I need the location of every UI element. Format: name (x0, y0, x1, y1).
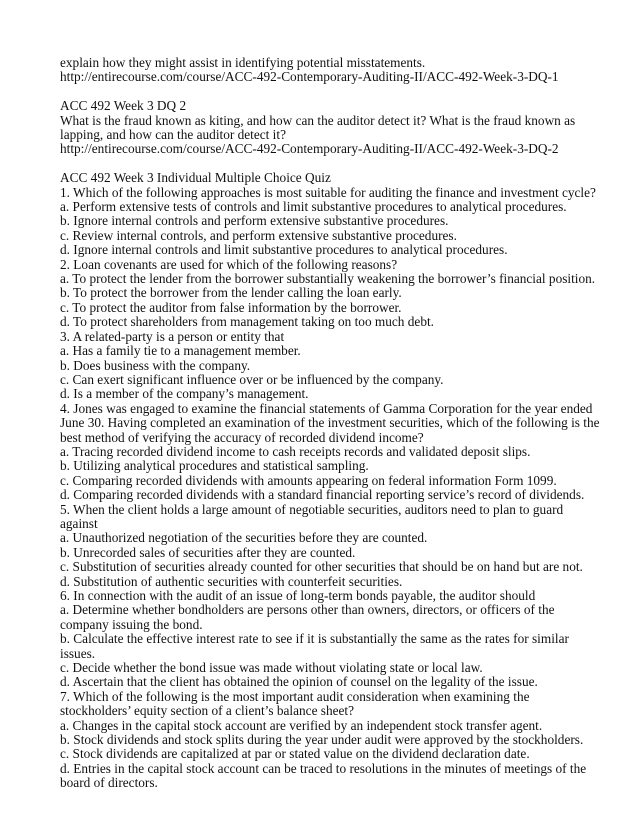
question: 5. When the client holds a large amount of negotiable securities, auditors need to plan to guard against (60, 501, 564, 531)
answer-option: b. Does business with the company. (60, 357, 251, 373)
answer-option: d. Is a member of the company’s management. (60, 386, 309, 402)
answer-option: a. To protect the lender from the borrower substantially weakening the borrower’s financial position. (60, 271, 596, 287)
text-line: explain how they might assist in identifying potential misstatements. (60, 55, 426, 70)
answer-option: a. Tracing recorded dividend income to cash receipts records and validated deposit slips. (60, 443, 531, 459)
answer-option: b. Stock dividends and stock splits during the year under audit were approved by the stockholders. (60, 732, 584, 748)
answer-option: b. Calculate the effective interest rate to see if it is substantially the same as the rates for similar issues. (60, 631, 569, 661)
section-heading: ACC 492 Week 3 Individual Multiple Choice Quiz (60, 170, 331, 186)
question: 4. Jones was engaged to examine the financial statements of Gamma Corporation for the year ended June 30. Having completed an examination of the investment securities, which of the following is the best method of verifying the accuracy of recorded dividend income? (60, 400, 600, 445)
question: 7. Which of the following is the most important audit consideration when examining the stockholders’ equity section of a client’s balance sheet? (60, 688, 530, 719)
question: 3. A related-party is a person or entity that (60, 328, 285, 344)
answer-option: d. To protect shareholders from management taking on too much debt. (60, 314, 434, 330)
answer-option: a. Changes in the capital stock account are verified by an independent stock transfer agent. (60, 717, 543, 733)
question: 2. Loan covenants are used for which of the following reasons? (60, 256, 398, 272)
answer-option: a. Determine whether bondholders are persons other than owners, directors, or officers of the company issuing the bond. (60, 602, 555, 632)
answer-option: a. Has a family tie to a management member. (60, 343, 301, 359)
answer-option: d. Comparing recorded dividends with a standard financial reporting service’s record of dividends. (60, 487, 585, 503)
document-page (60, 56, 600, 791)
answer-option: d. Substitution of authentic securities with counterfeit securities. (60, 573, 403, 589)
text-line: What is the fraud known as kiting, and how can the auditor detect it? What is the fraud known as lapping, and how can the auditor detect it? (60, 112, 576, 143)
answer-option: c. Review internal controls, and perform extensive substantive procedures. (60, 227, 457, 243)
answer-option: a. Unauthorized negotiation of the securities before they are counted. (60, 530, 428, 546)
answer-option: b. Utilizing analytical procedures and statistical sampling. (60, 458, 369, 474)
url-line: http://entirecourse.com/course/ACC-492-Contemporary-Auditing-II/ACC-492-Week-3-DQ-1 (60, 69, 559, 85)
answer-option: d. Ascertain that the client has obtained the opinion of counsel on the legality of the issue. (60, 674, 538, 690)
answer-option: c. Comparing recorded dividends with amounts appearing on federal information Form 1099. (60, 472, 557, 488)
paragraph-gap (60, 85, 600, 99)
answer-option: d. Entries in the capital stock account can be traced to resolutions in the minutes of meetings of the board of directors. (60, 760, 587, 791)
answer-option: b. To protect the borrower from the lender calling the loan early. (60, 285, 402, 301)
answer-option: c. To protect the auditor from false information by the borrower. (60, 299, 402, 315)
answer-option: d. Ignore internal controls and limit substantive procedures to analytical procedures. (60, 242, 508, 258)
answer-option: b. Ignore internal controls and perform extensive substantive procedures. (60, 213, 449, 229)
section-heading: ACC 492 Week 3 DQ 2 (60, 98, 187, 114)
answer-option: c. Decide whether the bond issue was made without violating state or local law. (60, 660, 483, 676)
answer-option: a. Perform extensive tests of controls and limit substantive procedures to analytical procedures. (60, 199, 567, 215)
answer-option: b. Unrecorded sales of securities after they are counted. (60, 544, 356, 560)
answer-option: c. Can exert significant influence over or be influenced by the company. (60, 371, 444, 387)
paragraph-gap (60, 157, 600, 171)
question: 6. In connection with the audit of an issue of long-term bonds payable, the auditor should (60, 588, 536, 603)
url-line: http://entirecourse.com/course/ACC-492-Contemporary-Auditing-II/ACC-492-Week-3-DQ-2 (60, 141, 559, 157)
question: 1. Which of the following approaches is most suitable for auditing the finance and investment cycle? (60, 184, 596, 200)
answer-option: c. Substitution of securities already counted for other securities that should be on hand but are not. (60, 559, 583, 575)
answer-option: c. Stock dividends are capitalized at par or stated value on the dividend declaration date. (60, 746, 530, 762)
